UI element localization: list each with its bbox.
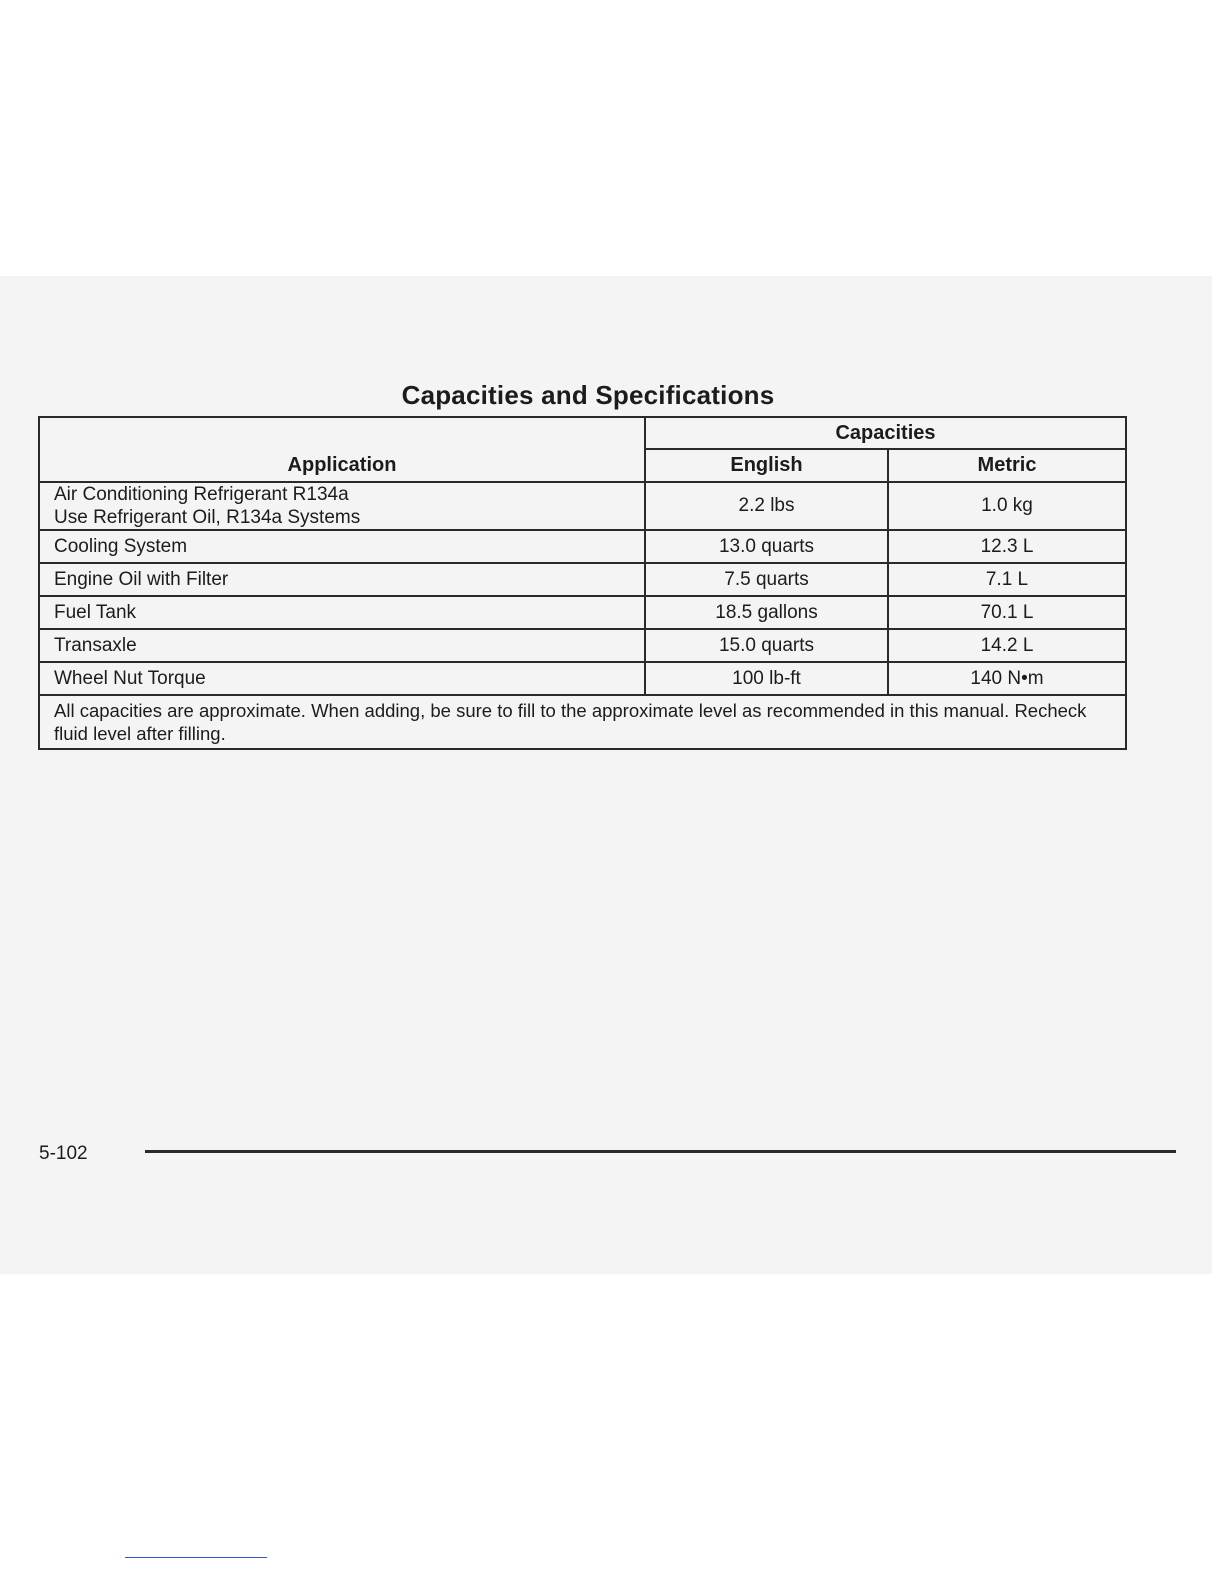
table-header-row: [39, 417, 1126, 449]
table-row: [39, 482, 1126, 530]
cell-metric: 7.1 L: [888, 563, 1126, 596]
cell-english: 7.5 quarts: [645, 563, 888, 596]
cell-application: Fuel Tank: [39, 596, 645, 629]
footer-divider: [145, 1150, 1176, 1153]
column-header-english: English: [645, 449, 888, 482]
table-note-row: [39, 695, 1126, 749]
cell-english: 18.5 gallons: [645, 596, 888, 629]
table-row: [39, 596, 1126, 629]
table-row: [39, 629, 1126, 662]
table-row: [39, 662, 1126, 695]
cell-application: Engine Oil with Filter: [39, 563, 645, 596]
cell-application: [39, 482, 645, 530]
cell-metric: 140 N•m: [888, 662, 1126, 695]
table-note: All capacities are approximate. When adding, be sure to fill to the approximate level as recommended in this manual. Recheck fluid level after filling.: [39, 695, 1126, 749]
page-title: Capacities and Specifications: [401, 380, 775, 410]
cell-metric: 70.1 L: [888, 596, 1126, 629]
cell-metric: 14.2 L: [888, 629, 1126, 662]
cell-metric: 12.3 L: [888, 530, 1126, 563]
table-row: [39, 563, 1126, 596]
cell-application: Cooling System: [39, 530, 645, 563]
cell-english: 15.0 quarts: [645, 629, 888, 662]
link-underline: [125, 1557, 267, 1558]
cell-english: 13.0 quarts: [645, 530, 888, 563]
table-row: [39, 530, 1126, 563]
cell-application: Wheel Nut Torque: [39, 662, 645, 695]
column-header-application: Application: [39, 417, 645, 482]
column-header-capacities: Capacities: [645, 417, 1126, 449]
application-line: Air Conditioning Refrigerant R134a: [54, 484, 349, 505]
cell-metric: 1.0 kg: [888, 482, 1126, 530]
cell-english: 100 lb-ft: [645, 662, 888, 695]
capacities-table: [38, 416, 1127, 750]
page-number: 5-102: [39, 1143, 88, 1164]
cell-english: 2.2 lbs: [645, 482, 888, 530]
cell-application: Transaxle: [39, 629, 645, 662]
column-header-metric: Metric: [888, 449, 1126, 482]
application-line: Use Refrigerant Oil, R134a Systems: [54, 507, 361, 528]
